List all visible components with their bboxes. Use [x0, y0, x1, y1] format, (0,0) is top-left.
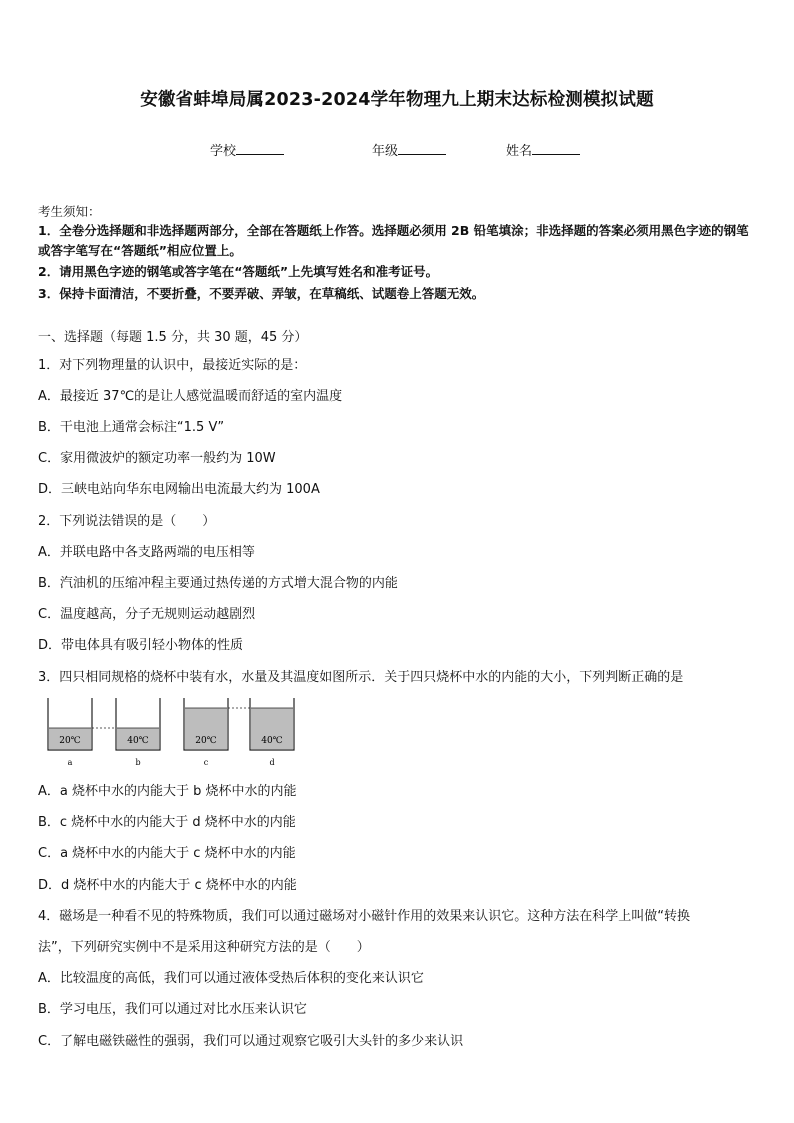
q3-option-a: A．a 烧杯中水的内能大于 b 烧杯中水的内能	[38, 784, 297, 799]
grade-blank	[398, 142, 446, 155]
section-heading: 一、选择题（每题 1.5 分，共 30 题，45 分）	[38, 330, 308, 345]
q2-option-d: D．带电体具有吸引轻小物体的性质	[38, 638, 244, 653]
q1-option-c: C．家用微波炉的额定功率一般约为 10W	[38, 451, 276, 466]
q4-stem-line-1: 4．磁场是一种看不见的特殊物质，我们可以通过磁场对小磁针作用的效果来认识它。这种方法在科学上叫做“转换	[38, 909, 691, 924]
q4-stem-line-2: 法”，下列研究实例中不是采用这种研究方法的是（ ）	[38, 940, 370, 955]
beaker-a-temp: 20℃	[59, 736, 81, 746]
q3-option-d: D．d 烧杯中水的内能大于 c 烧杯中水的内能	[38, 878, 297, 893]
school-blank	[236, 142, 284, 155]
notice-item-1: 1．全卷分选择题和非选择题两部分，全部在答题纸上作答。选择题必须用 2B 铅笔填涂；非选择题的答案必须用黑色字迹的钢笔或答字笔写在“答题纸”相应位置上。	[38, 223, 749, 258]
notice-item-2: 2．请用黑色字迹的钢笔或答字笔在“答题纸”上先填写姓名和准考证号。	[38, 264, 439, 279]
q1-stem: 1．对下列物理量的认识中，最接近实际的是：	[38, 358, 307, 373]
notice-item-3: 3．保持卡面清洁，不要折叠，不要弄破、弄皱，在草稿纸、试题卷上答题无效。	[38, 286, 485, 301]
q3-option-c: C．a 烧杯中水的内能大于 c 烧杯中水的内能	[38, 846, 296, 861]
q1-option-a: A．最接近 37℃的是让人感觉温暖而舒适的室内温度	[38, 389, 343, 404]
name-label: 姓名	[506, 144, 533, 159]
q1-option-d: D．三峡电站向华东电网输出电流最大约为 100A	[38, 482, 320, 497]
grade-label: 年级	[372, 144, 399, 159]
q3-stem: 3．四只相同规格的烧杯中装有水，水量及其温度如图所示．关于四只烧杯中水的内能的大小，下列判断正确的是	[38, 670, 684, 685]
beaker-c	[184, 698, 228, 767]
beaker-b	[116, 698, 160, 767]
beaker-figure	[44, 694, 304, 768]
school-field	[210, 140, 284, 159]
beaker-a	[48, 698, 92, 767]
school-label: 学校	[210, 144, 237, 159]
beaker-d-temp: 40℃	[261, 736, 283, 746]
beaker-c-label: c	[203, 758, 209, 767]
q4-option-c: C．了解电磁铁磁性的强弱，我们可以通过观察它吸引大头针的多少来认识	[38, 1034, 464, 1049]
beaker-b-temp: 40℃	[127, 736, 149, 746]
q2-option-c: C．温度越高，分子无规则运动越剧烈	[38, 607, 256, 622]
page-title: 安徽省蚌埠局属2023-2024学年物理九上期末达标检测模拟试题	[140, 90, 654, 110]
beaker-a-label: a	[67, 758, 73, 767]
q3-option-b: B．c 烧杯中水的内能大于 d 烧杯中水的内能	[38, 815, 296, 830]
q1-option-b: B．干电池上通常会标注“1.5 V”	[38, 420, 225, 435]
q2-option-a: A．并联电路中各支路两端的电压相等	[38, 545, 255, 560]
notice-heading: 考生须知：	[38, 204, 101, 219]
beaker-c-temp: 20℃	[195, 736, 217, 746]
beaker-d	[250, 698, 294, 767]
name-field	[506, 140, 580, 159]
q4-option-a: A．比较温度的高低，我们可以通过液体受热后体积的变化来认识它	[38, 971, 424, 986]
q2-stem: 2．下列说法错误的是（ ）	[38, 514, 216, 529]
grade-field	[372, 140, 446, 159]
q4-option-b: B．学习电压，我们可以通过对比水压来认识它	[38, 1002, 307, 1017]
beaker-d-label: d	[269, 758, 275, 767]
name-blank	[532, 142, 580, 155]
q2-option-b: B．汽油机的压缩冲程主要通过热传递的方式增大混合物的内能	[38, 576, 398, 591]
beaker-b-label: b	[135, 758, 141, 767]
